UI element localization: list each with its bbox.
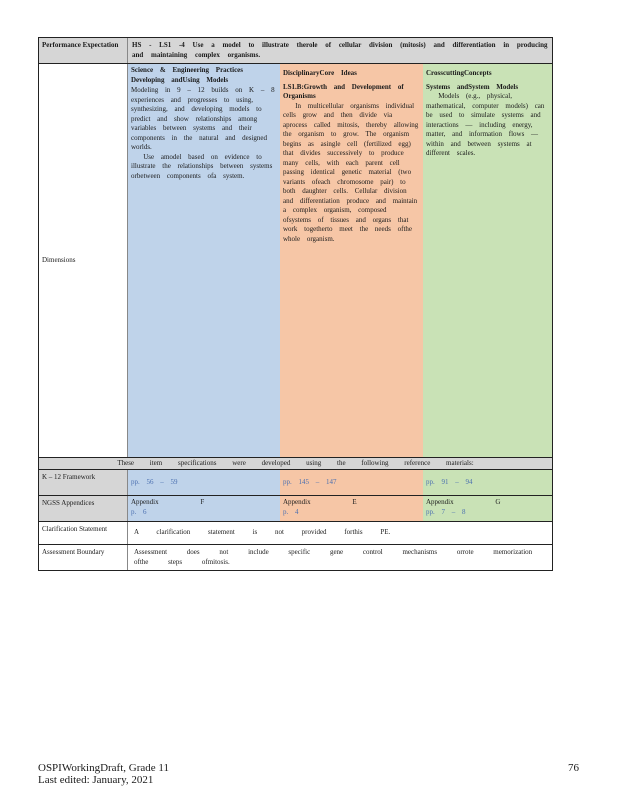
ngss-ccc: Appendix G pp. 7 – 8 bbox=[423, 496, 552, 521]
assessment-text: Assessment does not include specific gene control mechanisms orrote memorization ofthe steps ofmitosis. bbox=[134, 548, 533, 566]
k12-label: K – 12 Framework bbox=[39, 470, 128, 495]
sep-subtitle: Developing andUsing Models bbox=[131, 75, 229, 84]
reference-note-row bbox=[38, 458, 553, 470]
dimensions-label: Dimensions bbox=[39, 64, 128, 457]
pe-label: Performance Expectation bbox=[39, 38, 128, 63]
clarification-text: A clarification statement is not provided forthis PE. bbox=[134, 528, 391, 537]
dimensions-row bbox=[38, 64, 553, 458]
dci-subtitle: LS1.B:Growth and Development of Organisms bbox=[283, 82, 404, 100]
dci-title: DisciplinaryCore Ideas bbox=[283, 69, 357, 77]
k12-sep-pages: pp. 56 – 59 bbox=[128, 470, 280, 495]
footer-draft-line: OSPIWorkingDraft, Grade 11 bbox=[38, 762, 169, 774]
ngss-row bbox=[38, 496, 553, 522]
ccc-title: CrosscuttingConcepts bbox=[426, 69, 492, 77]
ngss-sep: Appendix F p. 6 bbox=[128, 496, 280, 521]
sep-bullet: Use amodel based on evidence to illustrate the relationships between systems orbetween components ofa system. bbox=[131, 152, 273, 180]
dci-column bbox=[280, 64, 423, 457]
k12-dci-pages: pp. 145 – 147 bbox=[280, 470, 423, 495]
sep-paragraph: Modeling in 9 – 12 builds on K – 8 experiences and progresses to using, synthesizing, and developing models to predict and show relationships among variables between systems and their components in the natural and designed worlds. bbox=[131, 86, 275, 151]
dci-bullet: In multicellular organisms individual cells grow and then divide via aprocess called mitosis, thereby allowing the organism to grow. The organism begins as asingle cell (fertilized egg) that divides successively to produce many cells, with each parent cell passing identical genetic material (two variants ofeach chromosome pair) to both daughter cells. Cellular division and differentiation produce and maintain a complex organism, composed ofsystems of tissues and organs that work togetherto meet the needs ofthe whole organism. bbox=[283, 101, 419, 243]
footer-edited-line: Last edited: January, 2021 bbox=[38, 774, 154, 786]
sep-column bbox=[128, 64, 280, 457]
ccc-bullet: Models (e.g., physical, mathematical, computer models) can be used to simulate systems and interactions — including energy, matter, and information flows — within and between systems at different scales. bbox=[426, 92, 549, 148]
ccc-column bbox=[423, 64, 552, 457]
ngss-dci: Appendix E p. 4 bbox=[280, 496, 423, 521]
k12-row bbox=[38, 470, 553, 496]
page-footer bbox=[38, 762, 169, 786]
sep-title: Science & Engineering Practices bbox=[131, 66, 244, 74]
pe-row bbox=[38, 37, 553, 64]
page-number: 76 bbox=[568, 762, 579, 774]
k12-ccc-pages: pp. 91 – 94 bbox=[423, 470, 552, 495]
specification-table bbox=[38, 37, 553, 571]
clarification-label: Clarification Statement bbox=[39, 522, 128, 544]
assessment-row bbox=[38, 545, 553, 571]
clarification-row bbox=[38, 522, 553, 545]
ngss-label: NGSS Appendices bbox=[39, 496, 128, 521]
assessment-label: Assessment Boundary bbox=[39, 545, 128, 570]
reference-note: These item specifications were developed using the following reference materials: bbox=[117, 459, 474, 467]
pe-text: HS - LS1 -4 Use a model to illustrate therole of cellular division (mitosis) and differentiation in producing and maintaining complex organisms. bbox=[132, 41, 548, 59]
ccc-subtitle: Systems andSystem Models bbox=[426, 82, 519, 91]
